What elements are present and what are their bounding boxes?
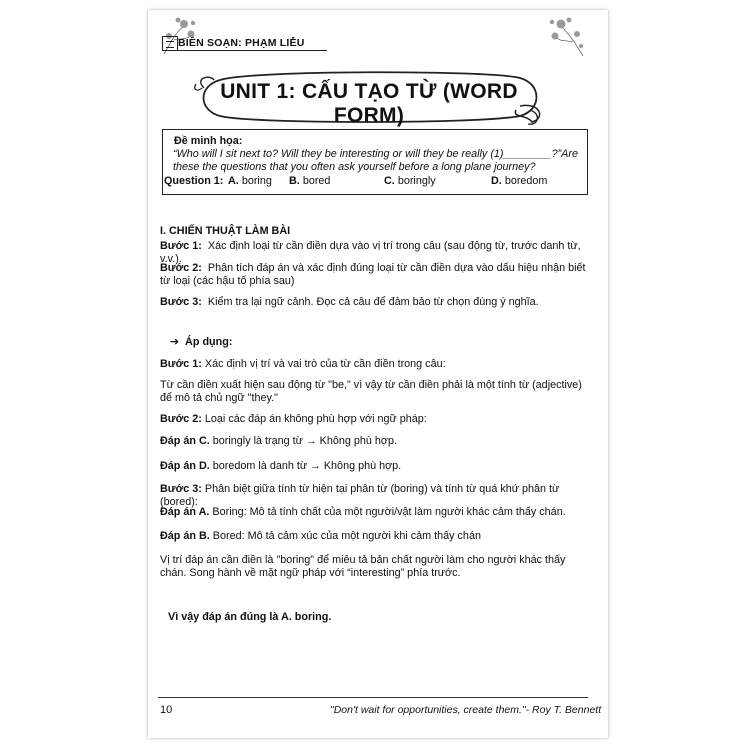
- footer-divider: [158, 697, 588, 698]
- apply-heading: ➔ Áp dụng:: [170, 336, 233, 348]
- strategy-step-3: Bước 3: Kiểm tra lại ngữ cảnh. Đọc cả câu để đảm bảo từ chọn đúng ý nghĩa.: [160, 296, 539, 308]
- title-banner: [200, 72, 538, 127]
- conclusion-text: Vị trí đáp án cần điền là "boring" để miêu tả bản chất người làm cho người khác thấy chán. Song hành về mặt ngữ pháp với “interesting” phía trước.: [160, 554, 566, 579]
- footer-quote: "Don't wait for opportunities, create them."- Roy T. Bennett: [330, 704, 602, 716]
- author-label: BIÊN SOẠN: PHẠM LIỄU: [178, 37, 305, 49]
- page-number: 10: [160, 704, 173, 716]
- book-icon: [162, 36, 178, 51]
- apply-step-1: Bước 1: Xác định vị trí và vai trò của từ cần điền trong câu:: [160, 358, 446, 370]
- strategy-step-2: Bước 2: Phân tích đáp án và xác định đúng loại từ cần điền dựa vào dấu hiệu nhận biết từ loại (các hậu tố phía sau): [160, 262, 586, 287]
- example-label: Đề minh họa:: [174, 135, 243, 147]
- option-d: D. boredom: [491, 175, 548, 187]
- arrow-right-icon: ➔: [170, 336, 180, 348]
- option-c: C. boringly: [384, 175, 436, 187]
- answer-d-analysis: Đáp án D. boredom là danh từ → Không phù hợp.: [160, 460, 402, 472]
- answer-c-analysis: Đáp án C. boringly là trạng từ → Không phù hợp.: [160, 435, 397, 447]
- header-divider: [162, 50, 327, 51]
- apply-step-3: Bước 3: Phân biệt giữa tính từ hiện tại phân từ (boring) và tính từ quá khứ phân từ (bored):: [160, 483, 560, 508]
- example-question: “Who will I sit next to? Will they be interesting or will they be really (1)________?”Are these the questions that you often ask yourself before a long plane journey?: [173, 148, 578, 173]
- answer-b-analysis: Đáp án B. Bored: Mô tả cảm xúc của một người khi cảm thấy chán: [160, 530, 481, 542]
- final-answer: Vì vậy đáp án đúng là A. boring.: [168, 611, 332, 623]
- answer-a-analysis: Đáp án A. Boring: Mô tả tính chất của một người/vật làm người khác cảm thấy chán.: [160, 506, 566, 518]
- option-b: B. bored: [289, 175, 331, 187]
- apply-step-1-detail: Từ cần điền xuất hiện sau động từ "be," vì vậy từ cần điền phải là một tính từ (adjective) để mô tả chủ ngữ "they.": [160, 379, 582, 404]
- floral-ornament-right-icon: [545, 14, 587, 58]
- page-title: UNIT 1: CẤU TẠO TỪ (WORD FORM): [220, 80, 518, 127]
- apply-step-2: Bước 2: Loại các đáp án không phù hợp với ngữ pháp:: [160, 413, 427, 425]
- strategy-step-1: Bước 1: Xác định loại từ cần điền dựa vào vị trí trong câu (sau động từ, trước danh từ, v.v.).: [160, 240, 581, 265]
- option-a: A. boring: [228, 175, 272, 187]
- question-label: Question 1:: [164, 175, 224, 187]
- section-heading: I. CHIẾN THUẬT LÀM BÀI: [160, 225, 291, 237]
